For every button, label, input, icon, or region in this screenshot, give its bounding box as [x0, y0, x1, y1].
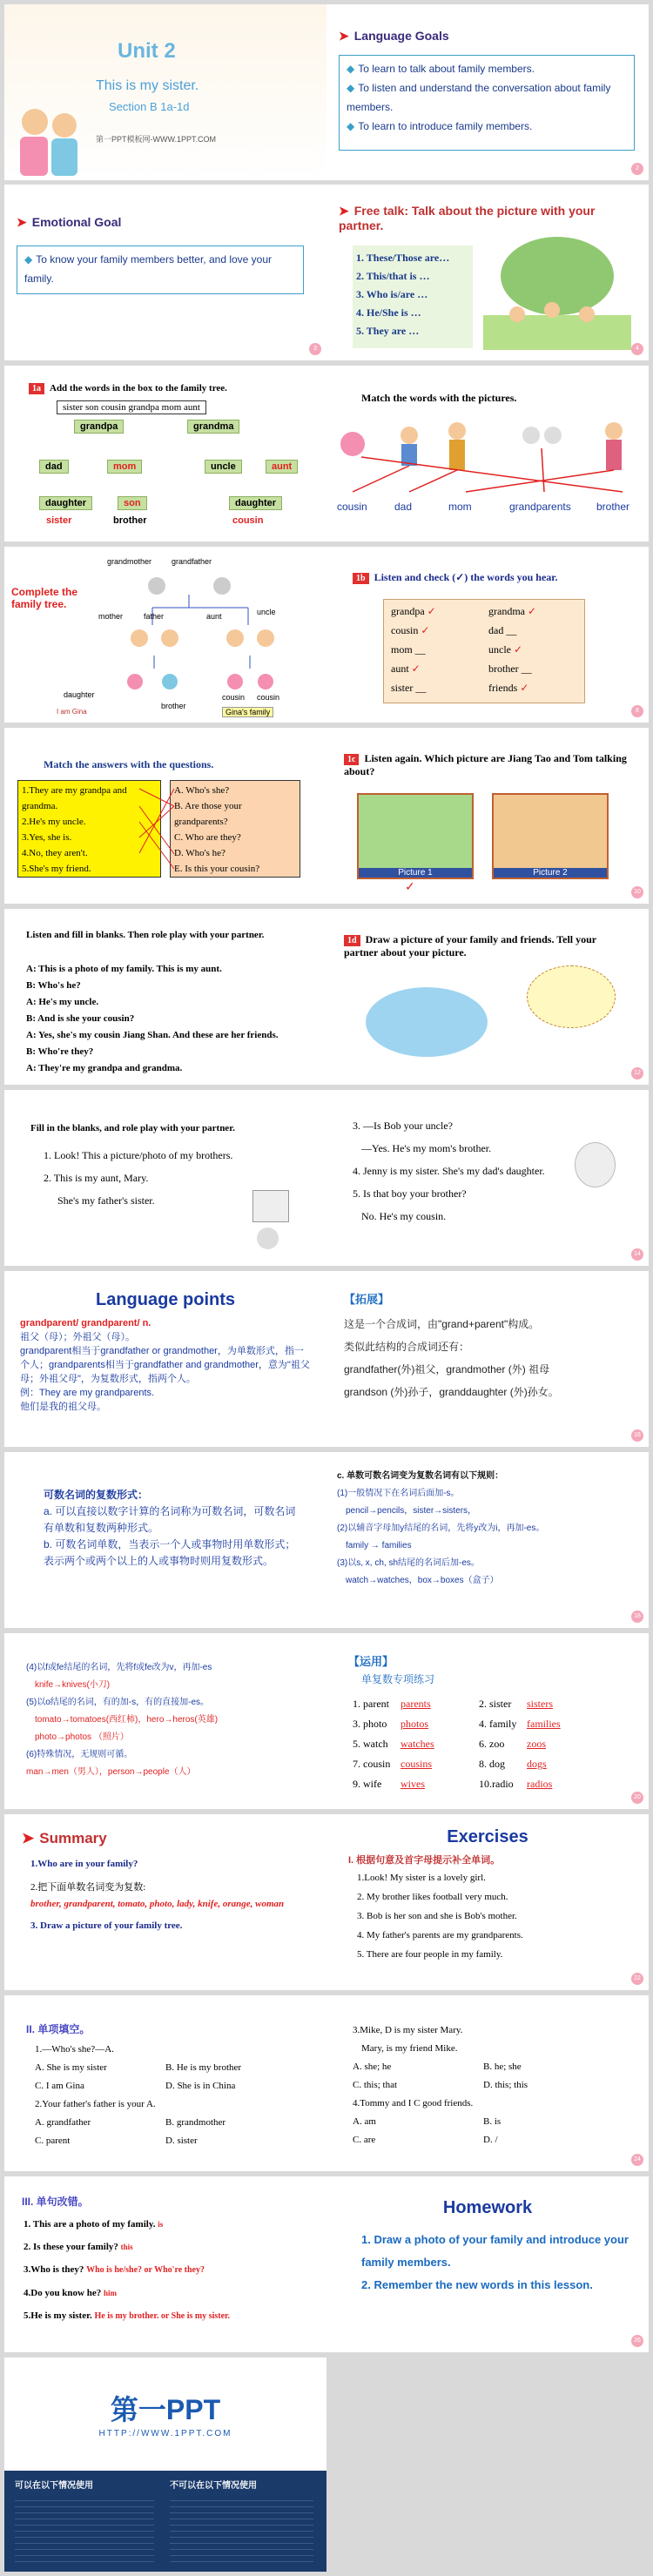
notes — [344, 1313, 636, 1403]
answer-son: son — [118, 496, 147, 510]
site-label: 第一PPT模板网-WWW.1PPT.COM — [96, 135, 216, 144]
prompt-item: 3. Who is/are … — [356, 288, 428, 300]
answer-cousin: cousin — [232, 515, 264, 526]
note-line: knife→knives(小刀) — [35, 1680, 111, 1690]
unit-title: Unit 2 — [118, 39, 176, 63]
answer-brother: brother — [113, 515, 147, 526]
node-brother: brother — [161, 702, 186, 710]
page-number: 18 — [631, 1611, 643, 1623]
match-lines — [135, 780, 178, 878]
page-number: 14 — [631, 1248, 643, 1261]
label-grandma: grandma — [187, 420, 239, 434]
row: 5. watch watches 6. zoo zoos — [353, 1738, 546, 1750]
question-item: B. Are those your grandparents? — [174, 801, 242, 827]
slide-14 — [326, 1090, 649, 1266]
node-mother: mother — [98, 612, 124, 621]
col1-title: 可以在以下情况使用 — [15, 2481, 93, 2491]
note-line: pencil→pencils，sister→sisters， — [346, 1506, 477, 1516]
note-line: grandparent相当于grandfather or grandmother，为单数形式，指一个人；grandparents相当于grandfather and grandmother，意为"祖父母；外祖父母"，为复数形式，指两个人。 — [20, 1346, 310, 1384]
question-line: 3.Mike, D is my sister Mary. — [353, 2025, 463, 2035]
note-line: b. 可数名词单数，当表示一个人或事物时用单数形式；表示两个或两个以上的人或事物时则用复数形式。 — [44, 1538, 296, 1567]
slide-27 — [4, 2357, 326, 2572]
label-grandpa: grandpa — [74, 420, 124, 434]
word-sister: sister __ — [391, 682, 427, 694]
dialogue — [26, 961, 305, 1077]
slide-7 — [4, 547, 326, 723]
goal-item: ◆ To listen and understand the conversation about family members. — [347, 82, 611, 113]
slide-6 — [326, 366, 649, 541]
word-mom: mom — [448, 501, 472, 513]
slide-11 — [4, 909, 326, 1085]
note-line: (2)以辅音字母加y结尾的名词，先将y改为i，再加-es。 — [337, 1523, 545, 1533]
answer-item: 2.He's my uncle. — [22, 817, 86, 827]
slide-24 — [326, 1995, 649, 2171]
error-row: 1. This are a photo of my family. is — [24, 2219, 164, 2230]
note-line: grandparent/ grandparent/ n. — [20, 1318, 151, 1328]
note-line: 他们是我的祖父母。 — [20, 1402, 106, 1412]
note-line: man→men（男人），person→people（人） — [26, 1767, 196, 1777]
node-cousin: cousin — [222, 693, 246, 702]
instruction: Match the words with the pictures. — [361, 392, 517, 404]
options-row: A. She is my sister B. He is my brother — [35, 2062, 242, 2073]
word-dad: dad __ — [488, 624, 517, 636]
error-row: 5.He is my sister. He is my brother. or She is my sister. — [24, 2310, 231, 2321]
slide-21 — [4, 1814, 326, 1990]
picture-elders-icon — [522, 427, 562, 444]
notes — [337, 1468, 637, 1590]
label-uncle: uncle — [205, 460, 242, 474]
slide-25 — [4, 2176, 326, 2352]
logo-url: HTTP://WWW.1PPT.COM — [98, 2429, 232, 2438]
note-line: grandson (外)孙子，granddaughter (外)孙女。 — [344, 1386, 559, 1398]
prompt-list — [353, 245, 473, 348]
page-number: 16 — [631, 1429, 643, 1442]
page-number: 12 — [631, 1067, 643, 1079]
caption-gina: I am Gina — [57, 708, 87, 716]
note-line: (6)特殊情况，无规则可循。 — [26, 1750, 133, 1759]
exercise-line: 3. Bob is her son and she is Bob's mother. — [357, 1911, 517, 1921]
slide-20 — [326, 1633, 649, 1809]
dialogue-line: A: They're my grandpa and grandma. — [26, 1063, 183, 1073]
dialogue-line: B: And is she your cousin? — [26, 1013, 135, 1024]
slide-2 — [326, 4, 649, 180]
notes — [44, 1487, 296, 1570]
note-line: photo→photos （照片） — [35, 1732, 129, 1742]
fill-line: 5. Is that boy your brother? — [353, 1187, 467, 1200]
word-aunt: aunt ✓ — [391, 662, 421, 675]
exercise-line: 1.Look! My sister is a lovely girl. — [357, 1873, 486, 1883]
homework-item: 2. Remember the new words in this lesson. — [361, 2278, 593, 2291]
node-uncle: uncle — [257, 608, 276, 616]
family-tree — [91, 555, 318, 721]
slide-16 — [326, 1271, 649, 1447]
note-line: tomato→tomatoes(西红柿)，hero→heros(英雄) — [35, 1715, 219, 1725]
exercise-line: 5. There are four people in my family. — [357, 1949, 503, 1960]
picture-label: Picture 2 — [494, 868, 607, 878]
slide-4 — [326, 185, 649, 360]
word-friends: friends ✓ — [488, 682, 529, 694]
heading: III. 单句改错。 — [22, 2196, 89, 2208]
slide-17 — [4, 1452, 326, 1628]
subheading: 单复数专项练习 — [361, 1673, 435, 1685]
page-number: 4 — [631, 343, 643, 355]
page-number: 24 — [631, 2154, 643, 2166]
options-row: C. I am Gina D. She is in China — [35, 2081, 236, 2091]
note-line: watch→watches，box→boxes（盒子） — [346, 1576, 499, 1585]
slide-9 — [4, 728, 326, 904]
caption-family: Gina's family — [222, 707, 273, 717]
note-line: (5)以o结尾的名词，有的加-s，有的直接加-es。 — [26, 1698, 210, 1707]
summary-line: 3. Draw a picture of your family tree. — [30, 1920, 183, 1931]
page-number: 10 — [631, 886, 643, 898]
prompt-item: 2. This/that is … — [356, 270, 430, 282]
dialogue-line: A: This is a photo of my family. This is my aunt. — [26, 964, 222, 974]
instruction: Fill in the blanks, and role play with your partner. — [30, 1123, 235, 1133]
answer-aunt: aunt — [266, 460, 298, 474]
slide-3 — [4, 185, 326, 360]
answer-item: 4.No, they aren't. — [22, 848, 88, 858]
footer-panel — [4, 2471, 326, 2572]
exercise-lines — [357, 1868, 627, 1964]
heading: 【运用】 — [348, 1655, 394, 1668]
fill-line: 2. This is my aunt, Mary. — [44, 1172, 149, 1184]
note-line: (3)以s, x, ch, sh结尾的名词后加-es。 — [337, 1558, 480, 1568]
slide-19 — [4, 1633, 326, 1809]
page-number: 2 — [631, 163, 643, 175]
slide-1 — [4, 4, 326, 180]
slide-26 — [326, 2176, 649, 2352]
word-dad: dad — [394, 501, 413, 513]
instruction: 1d Draw a picture of your family and friends. Tell your partner about your picture. — [344, 933, 596, 958]
word-mom: mom __ — [391, 643, 426, 656]
note-line: 类似此结构的合成词还有： — [344, 1341, 470, 1353]
fill-line: 1. Look! This a picture/photo of my brothers. — [44, 1149, 233, 1161]
error-row: 4.Do you know he? him — [24, 2288, 118, 2298]
options-row: A. grandfather B. grandmother — [35, 2117, 226, 2128]
children-illustration — [13, 109, 100, 178]
options-row: A. she; he B. he; she — [353, 2061, 522, 2072]
notes — [20, 1316, 312, 1414]
picture-stroller-icon — [340, 432, 365, 456]
error-row: 3.Who is they? Who is he/she? or Who're they? — [24, 2264, 205, 2275]
fill-line: 4. Jenny is my sister. She's my dad's daughter. — [353, 1165, 545, 1177]
picture-2 — [492, 793, 609, 879]
heading: Language points — [96, 1290, 235, 1309]
label-daughter-2: daughter — [229, 496, 282, 510]
homework-item: 1. Draw a photo of your family and introduce your family members. — [361, 2233, 629, 2269]
options-row: C. are D. / — [353, 2135, 498, 2145]
answer-item: 1.They are my grandpa and grandma. — [22, 785, 127, 811]
note-line: 例：They are my grandparents. — [20, 1388, 155, 1398]
note-line: grandfather(外)祖父，grandmother (外) 祖母 — [344, 1363, 550, 1375]
question-item: D. Who's he? — [174, 848, 226, 858]
answer-sister: sister — [46, 515, 72, 526]
error-lines — [24, 2213, 311, 2328]
note-line: 这是一个合成词，由"grand+parent"构成。 — [344, 1318, 540, 1330]
picture-man-icon — [448, 422, 466, 470]
word-box: sister son cousin grandpa mom aunt — [57, 400, 206, 414]
options-row: A. am B. is — [353, 2116, 502, 2127]
slide-22 — [326, 1814, 649, 1990]
picture-woman-icon — [605, 422, 623, 470]
prompt-item: 5. They are … — [356, 325, 420, 337]
dialogue-line: A: He's my uncle. — [26, 997, 99, 1007]
goal-item: ◆ To learn to introduce family members. — [347, 120, 533, 132]
dialogue-line: B: Who're they? — [26, 1046, 94, 1057]
dialogue-line: B: Who's he? — [26, 980, 81, 991]
instruction: 1c Listen again. Which picture are Jiang Tao and Tom talking about? — [344, 752, 627, 777]
summary — [30, 1856, 309, 1934]
photo-icon — [252, 1190, 289, 1222]
fill-line: 3. —Is Bob your uncle? — [353, 1120, 453, 1132]
col1-text — [15, 2495, 154, 2565]
options-row: C. this; that D. this; this — [353, 2080, 528, 2090]
heading: Exercises — [447, 1827, 528, 1846]
title: Complete the family tree. — [11, 586, 78, 610]
heading: II. 单项填空。 — [26, 2023, 91, 2035]
word-grandpa: grandpa ✓ — [391, 605, 436, 617]
answer-mom: mom — [107, 460, 142, 474]
heading: ➤ Summary — [22, 1830, 107, 1846]
picture-boy-icon — [401, 427, 418, 466]
questions — [35, 2041, 313, 2150]
summary-line: 2.把下面单数名词变为复数: — [30, 1882, 146, 1893]
answer-item: 3.Yes, she is. — [22, 832, 72, 843]
summary-line: brother, grandparent, tomato, photo, lady, knife, orange, woman — [30, 1899, 285, 1909]
homework-list — [361, 2229, 631, 2297]
node-aunt: aunt — [206, 612, 222, 621]
picture-1 — [357, 793, 474, 879]
question-line: 1.—Who's she?—A. — [35, 2044, 114, 2055]
slide-18 — [326, 1452, 649, 1628]
note-line: 可数名词的复数形式： — [44, 1489, 149, 1501]
heading: ➤ Emotional Goal — [17, 215, 122, 229]
row: 9. wife wives 10.radio radios — [353, 1778, 553, 1790]
match-line — [409, 470, 457, 492]
heading: Homework — [442, 2198, 533, 2217]
page-number: 26 — [631, 2335, 643, 2347]
row: 3. photo photos 4. family families — [353, 1718, 561, 1730]
exercise-line: 4. My father's parents are my grandparents. — [357, 1930, 523, 1940]
fill-line: No. He's my cousin. — [361, 1210, 447, 1222]
col2-title: 不可以在以下情况使用 — [170, 2481, 257, 2491]
word-brother: brother __ — [488, 662, 532, 675]
questions — [353, 2021, 631, 2149]
summary-line: 1.Who are in your family? — [30, 1859, 138, 1869]
instruction: 1b Listen and check (✓) the words you hear. — [353, 571, 558, 584]
checklist — [383, 599, 585, 703]
slide-5 — [4, 366, 326, 541]
heading: ➤ Language Goals — [339, 29, 449, 43]
instruction: Match the answers with the questions. — [44, 758, 214, 770]
family-picture — [483, 237, 631, 350]
col2-text — [170, 2495, 313, 2565]
question-line: Mary, is my friend Mike. — [361, 2043, 458, 2054]
node-grandfather: grandfather — [172, 557, 212, 566]
question-item: A. Who's she? — [174, 785, 230, 796]
label-dad: dad — [39, 460, 69, 474]
instruction: 1a Add the words in the box to the family tree. — [29, 383, 227, 394]
answer-item: 5.She's my friend. — [22, 864, 91, 874]
dialogue-line: A: Yes, she's my cousin Jiang Shan. And these are her friends. — [26, 1030, 279, 1040]
logo-area — [4, 2357, 326, 2471]
fill-line: —Yes. He's my mom's brother. — [361, 1142, 492, 1154]
node-cousin-2: cousin — [257, 693, 280, 702]
page-number: 8 — [631, 705, 643, 717]
logo: 第一PPT — [110, 2394, 221, 2425]
slide-10 — [326, 728, 649, 904]
slide-8 — [326, 547, 649, 723]
heading: 【拓展】 — [344, 1293, 390, 1306]
picture-label: Picture 1 — [359, 868, 472, 878]
goal-box: ◆ To know your family members better, and love your family. — [17, 245, 304, 294]
node-daughter: daughter — [64, 690, 95, 699]
family-drawing — [366, 987, 488, 1057]
prompt-item: 4. He/She is … — [356, 306, 421, 319]
subheading: I. 根据句意及首字母提示补全单词。 — [348, 1855, 501, 1866]
page-number: 3 — [309, 343, 321, 355]
prompt-item: 1. These/Those are… — [356, 252, 450, 264]
fill-line: She's my father's sister. — [57, 1194, 155, 1207]
word-brother: brother — [596, 501, 630, 513]
note-line: family → families — [346, 1541, 412, 1550]
note-line: (1)一般情况下在名词后面加-s。 — [337, 1489, 460, 1498]
question-item: C. Who are they? — [174, 832, 241, 843]
node-grandmother: grandmother — [107, 557, 152, 566]
speech-bubble — [527, 965, 616, 1028]
question-item: E. Is this your cousin? — [174, 864, 260, 874]
node-father: father — [144, 612, 165, 621]
slide-12 — [326, 909, 649, 1085]
match-line — [542, 448, 544, 492]
questions-list — [170, 780, 300, 878]
error-row: 2. Is these your family? this — [24, 2242, 133, 2252]
goals-box — [339, 55, 635, 151]
match-line — [353, 466, 409, 492]
heading: ➤ Free talk: Talk about the picture with your partner. — [339, 204, 596, 232]
label-daughter: daughter — [39, 496, 92, 510]
page-number: 22 — [631, 1973, 643, 1985]
goal-item: ◆ To learn to talk about family members. — [347, 63, 535, 75]
question-line: 2.Your father's father is your A. — [35, 2099, 156, 2109]
check-icon: ✓ — [405, 879, 415, 893]
woman-icon — [257, 1227, 279, 1249]
instruction: Listen and fill in blanks. Then role play with your partner. — [26, 930, 265, 940]
note-line: a. 可以直接以数字计算的名词称为可数名词，可数名词有单数和复数两种形式。 — [44, 1505, 296, 1534]
note-line: (4)以f或fe结尾的名词，先将f或fe改为v，再加-es — [26, 1663, 212, 1672]
exercise-line: 2. My brother likes football very much. — [357, 1892, 508, 1902]
section-label: Section B 1a-1d — [109, 100, 190, 113]
word-uncle: uncle ✓ — [488, 643, 523, 656]
note-line: 祖父（母）；外祖父（母）。 — [20, 1332, 135, 1342]
lesson-title: This is my sister. — [96, 78, 199, 93]
page-number: 20 — [631, 1792, 643, 1804]
row: 7. cousin cousins 8. dog dogs — [353, 1758, 547, 1770]
family-icon — [575, 1142, 616, 1187]
slide-13 — [4, 1090, 326, 1266]
word-grandma: grandma ✓ — [488, 605, 537, 617]
word-grandparents: grandparents — [509, 501, 571, 513]
word-cousin: cousin ✓ — [391, 624, 430, 636]
word-cousin: cousin — [337, 501, 367, 513]
question-line: 4.Tommy and I C good friends. — [353, 2098, 474, 2109]
note-line: c. 单数可数名词变为复数名词有以下规则： — [337, 1471, 504, 1481]
row: 1. parent parents 2. sister sisters — [353, 1698, 553, 1710]
slide-15 — [4, 1271, 326, 1447]
slide-23 — [4, 1995, 326, 2171]
notes — [26, 1659, 313, 1781]
options-row: C. parent D. sister — [35, 2135, 198, 2146]
exercise-grid — [353, 1694, 631, 1794]
